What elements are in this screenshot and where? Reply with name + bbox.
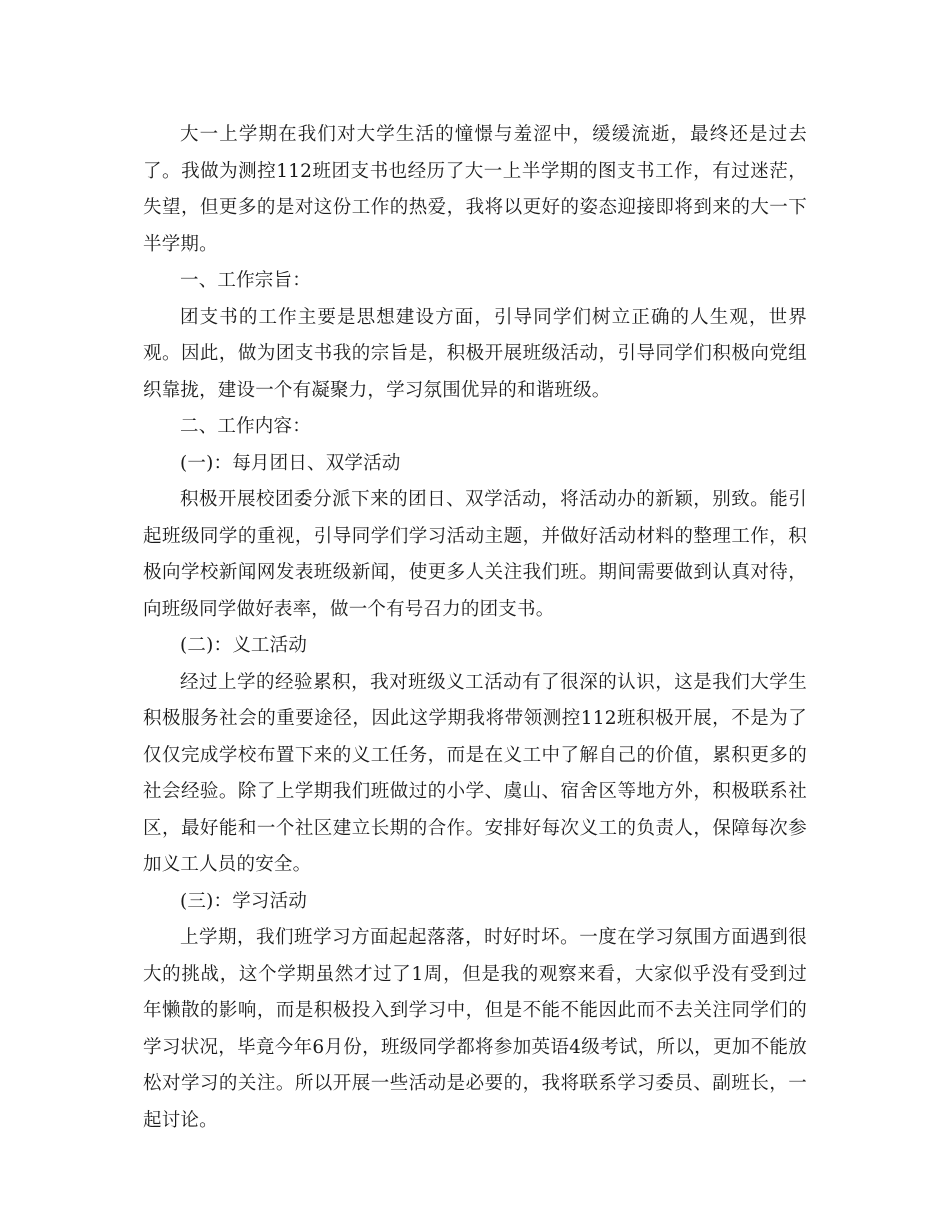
study-paragraph: 上学期，我们班学习方面起起落落，时好时坏。一度在学习氛围方面遇到很大的挑战，这个学期虽然才过了1周，但是我的观察来看，大家似乎没有受到过年懒散的影响，而是积极投入到学习中，但是不能不能因此而不去关注同学们的学习状况，毕竟今年6月份，班级同学都将参加英语4级考试，所以，更加不能放松对学习的关注。所以开展一些活动是必要的，我将联系学习委员、副班长，一起讨论。 <box>143 927 807 1131</box>
subheading-study: (三)：学习活动 <box>180 890 308 912</box>
monthly-activities-paragraph: 积极开展校团委分派下来的团日、双学活动，将活动办的新颖，别致。能引起班级同学的重视，引导同学们学习活动主题，并做好活动材料的整理工作，积极向学校新闻网发表班级新闻，使更多人关注我们班。期间需要做到认真对待，向班级同学做好表率，做一个有号召力的团支书。 <box>143 489 807 620</box>
subheading-monthly-activities: (一)：每月团日、双学活动 <box>180 452 401 474</box>
subheading-volunteer: (二)：义工活动 <box>180 635 308 656</box>
section-heading-content: 二、工作内容： <box>180 416 311 437</box>
document-body <box>143 117 807 1139</box>
section-heading-purpose: 一、工作宗旨： <box>180 270 311 291</box>
intro-paragraph: 大一上学期在我们对大学生活的憧憬与羞涩中，缓缓流逝，最终还是过去了。我做为测控112班团支书也经历了大一上半学期的图支书工作，有过迷茫，失望，但更多的是对这份工作的热爱，我将以更好的姿态迎接即将到来的大一下半学期。 <box>143 124 807 255</box>
volunteer-paragraph: 经过上学的经验累积，我对班级义工活动有了很深的认识，这是我们大学生积极服务社会的重要途径，因此这学期我将带领测控112班积极开展，不是为了仅仅完成学校布置下来的义工任务，而是在义工中了解自己的价值，累积更多的社会经验。除了上学期我们班做过的小学、虞山、宿舍区等地方外，积极联系社区，最好能和一个社区建立长期的合作。安排好每次义工的负责人，保障每次参加义工人员的安全。 <box>143 671 807 875</box>
purpose-paragraph: 团支书的工作主要是思想建设方面，引导同学们树立正确的人生观，世界观。因此，做为团支书我的宗旨是，积极开展班级活动，引导同学们积极向党组织靠拢，建设一个有凝聚力，学习氛围优异的和谐班级。 <box>143 306 807 401</box>
